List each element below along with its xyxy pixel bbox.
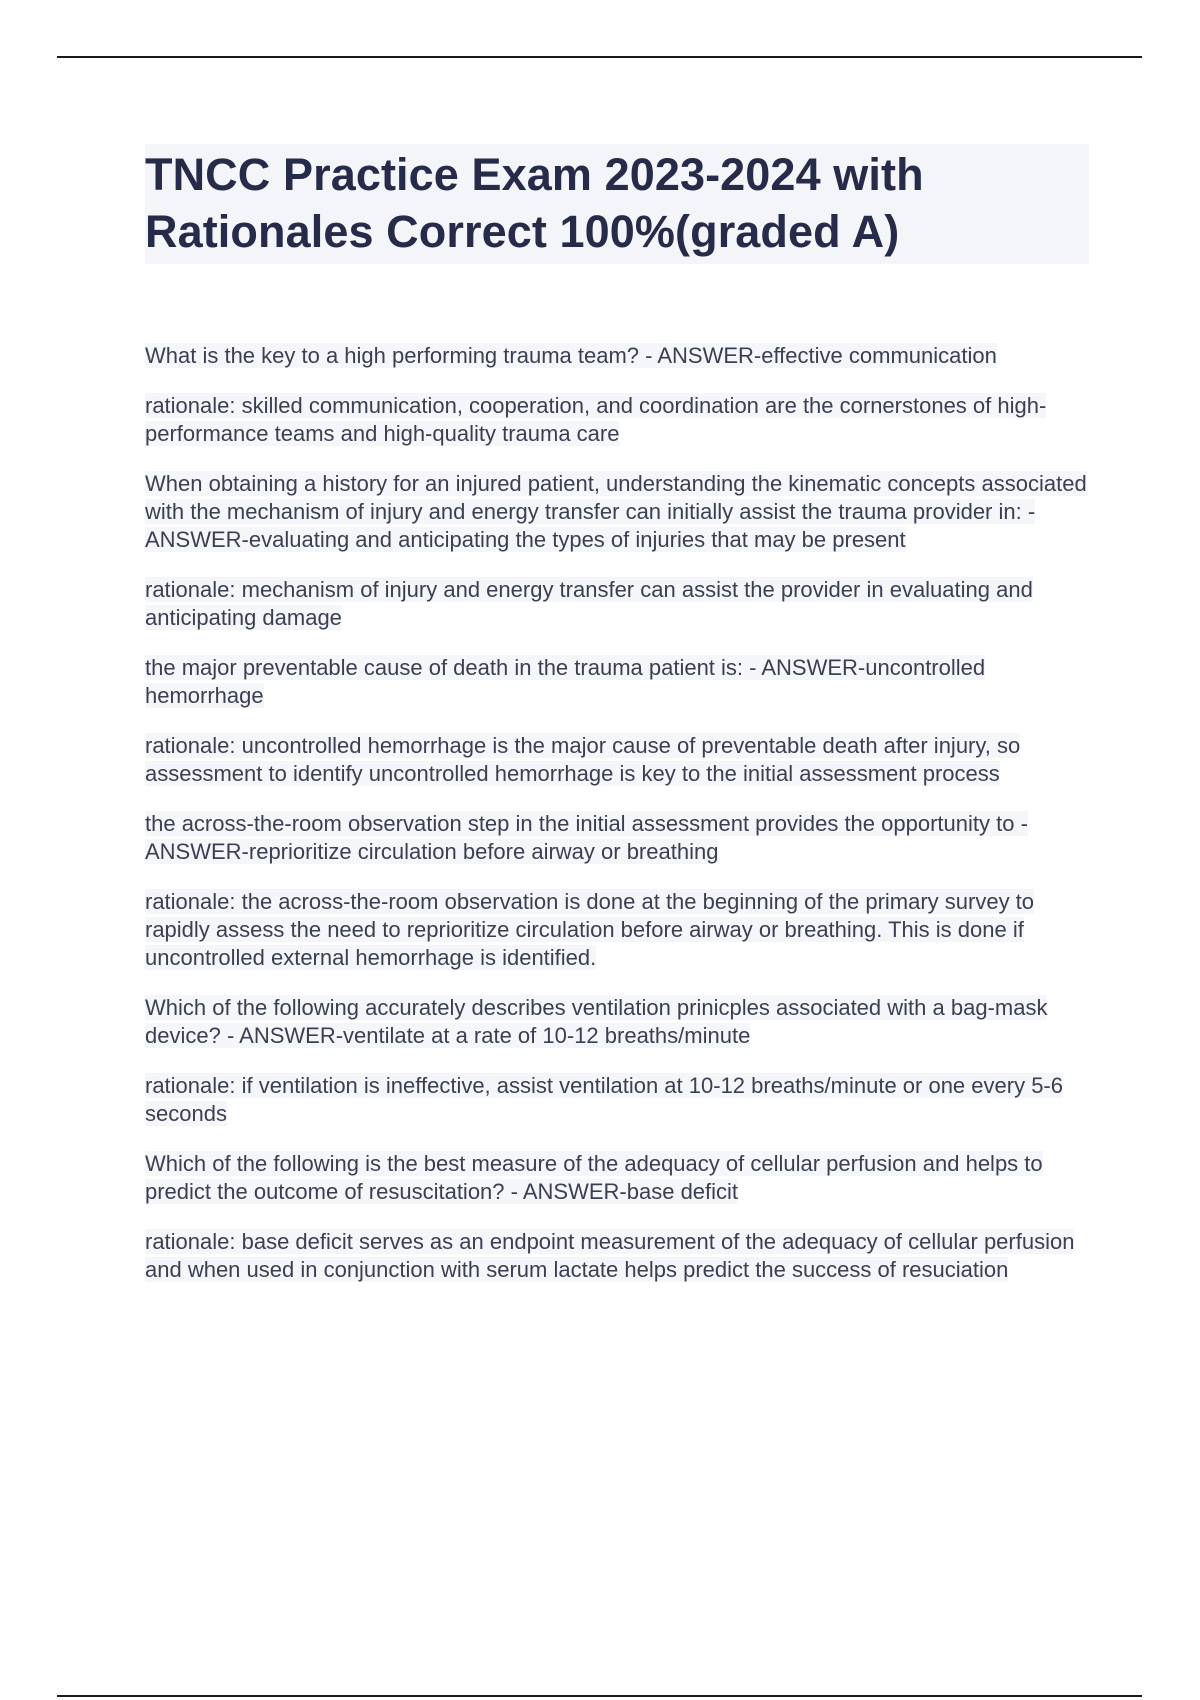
question-1: What is the key to a high performing trauma team? - ANSWER-effective communication	[145, 343, 997, 368]
rationale-6: rationale: base deficit serves as an endpoint measurement of the adequacy of cellular perfusion and when used in conjunction with serum lactate helps predict the success of resuciation	[145, 1229, 1075, 1282]
document-title: TNCC Practice Exam 2023-2024 with Rationales Correct 100%(graded A)	[145, 144, 1089, 264]
question-2: When obtaining a history for an injured patient, understanding the kinematic concepts associated with the mechanism of injury and energy transfer can initially assist the trauma provider in: - ANSWER-evaluating and anticipating the types of injuries that may be present	[145, 471, 1087, 552]
bottom-rule	[57, 1695, 1142, 1697]
question-3: the major preventable cause of death in the trauma patient is: - ANSWER-uncontrolled hemorrhage	[145, 655, 986, 708]
question-4: the across-the-room observation step in the initial assessment provides the opportunity to - ANSWER-reprioritize circulation before airway or breathing	[145, 811, 1028, 864]
qa-list	[145, 342, 1089, 1284]
question-5: Which of the following accurately describes ventilation prinicples associated with a bag-mask device? - ANSWER-ventilate at a rate of 10-12 breaths/minute	[145, 995, 1048, 1048]
document-body	[145, 144, 1089, 1306]
rationale-5: rationale: if ventilation is ineffective, assist ventilation at 10-12 breaths/minute or one every 5-6 seconds	[145, 1073, 1063, 1126]
rationale-2: rationale: mechanism of injury and energy transfer can assist the provider in evaluating and anticipating damage	[145, 577, 1033, 630]
top-rule	[57, 56, 1142, 58]
rationale-1: rationale: skilled communication, cooperation, and coordination are the cornerstones of high-performance teams and high-quality trauma care	[145, 393, 1047, 446]
question-6: Which of the following is the best measure of the adequacy of cellular perfusion and helps to predict the outcome of resuscitation? - ANSWER-base deficit	[145, 1151, 1043, 1204]
rationale-3: rationale: uncontrolled hemorrhage is the major cause of preventable death after injury, so assessment to identify uncontrolled hemorrhage is key to the initial assessment process	[145, 733, 1021, 786]
rationale-4: rationale: the across-the-room observation is done at the beginning of the primary survey to rapidly assess the need to reprioritize circulation before airway or breathing. This is done if uncontrolled external hemorrhage is identified.	[145, 889, 1035, 970]
